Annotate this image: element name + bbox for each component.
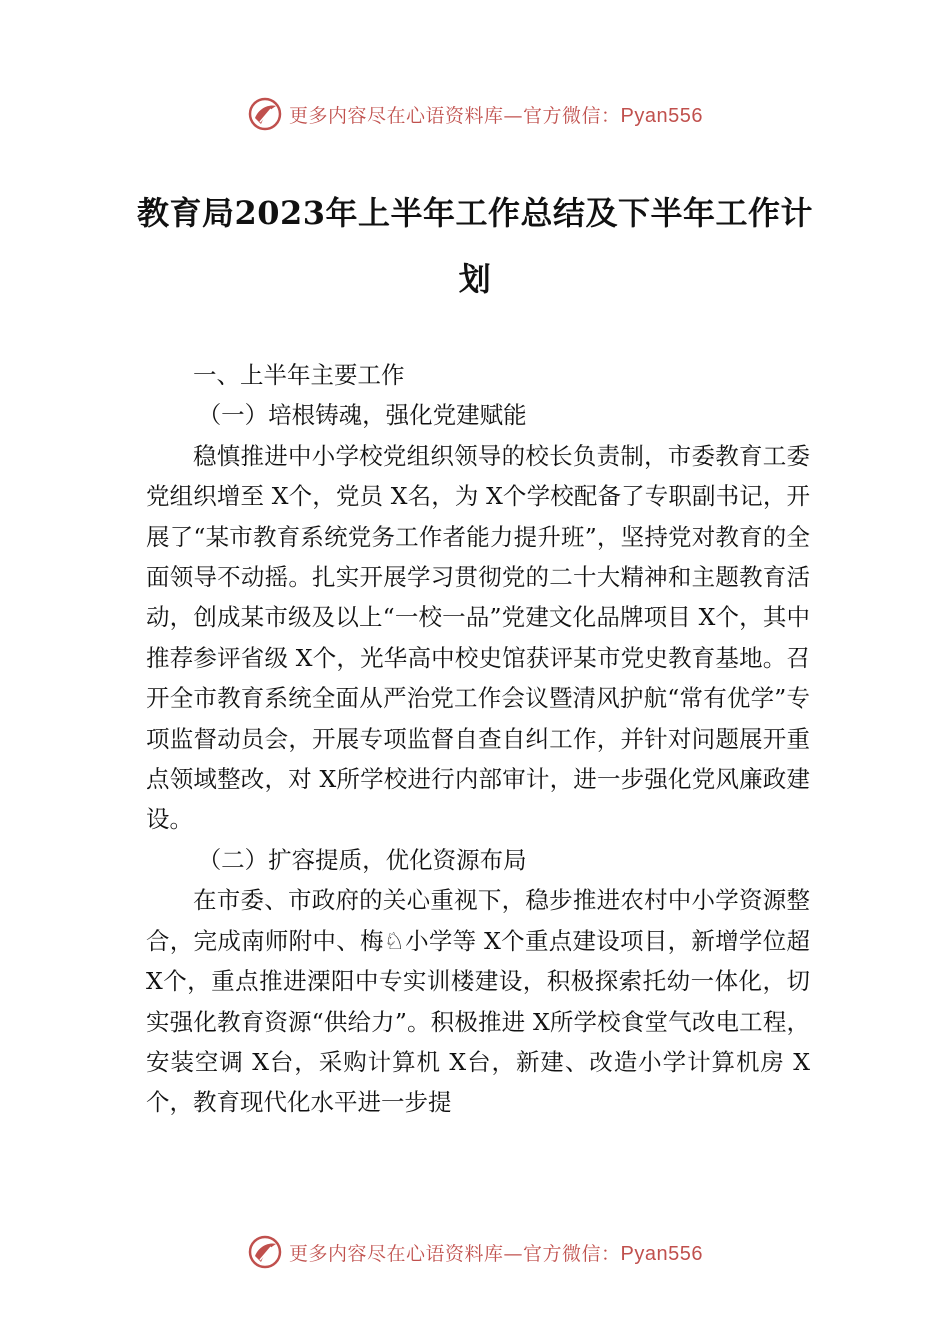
footer-banner [0, 1232, 950, 1272]
subsection-heading-1: （一）培根铸魂，强化党建赋能 [197, 401, 527, 430]
wechat-id: Pyan556 [620, 1242, 703, 1265]
section-heading-1: 一、上半年主要工作 [193, 361, 405, 389]
header-banner [0, 94, 950, 134]
document-body [146, 355, 810, 1123]
paragraph-2: 在市委、市政府的关心重视下，稳步推进农村中小学资源整合，完成南师附中、梅♘小学等 X个重点建设项目，新增学位超 X个，重点推进溧阳中专实训楼建设，积极探索托幼一体化，切实强化教育资源“供给力”。积极推进 X所学校食堂气改电工程，安装空调 X台，采购计算机 X台，新建、改造小学计算机房 X 个，教育现代化水平进一步提 [146, 886, 810, 1117]
subsection-heading-2: （二）扩容提质，优化资源布局 [197, 845, 527, 874]
banner-slogan: 更多内容尽在心语资料库—官方微信：Pyan556 [289, 1242, 703, 1265]
document-title: 教育局2023年上半年工作总结及下半年工作计划 [136, 194, 814, 298]
paragraph-1: 稳慎推进中小学校党组织领导的校长负责制，市委教育工委党组织增至 X个，党员 X名，为 X个学校配备了专职副书记，开展了“某市教育系统党务工作者能力提升班”，坚持党对教育的全面领导不动摇。扎实开展学习贯彻党的二十大精神和主题教育活动，创成某市级及以上“一校一品”党建文化品牌项目 X个，其中推荐参评省级 X个，光华高中校史馆获评某市党史教育基地。召开全市教育系统全面从严治党工作会议暨清风护航“常有优学”专项监督动员会，开展专项监督自查自纠工作，并针对问题展开重点领域整改，对 X所学校进行内部审计，进一步强化党风廉政建设。 [146, 441, 810, 834]
logo-icon [247, 1234, 283, 1270]
wechat-id: Pyan556 [620, 104, 703, 127]
banner-slogan: 更多内容尽在心语资料库—官方微信：Pyan556 [289, 104, 703, 127]
logo-icon [247, 96, 283, 132]
